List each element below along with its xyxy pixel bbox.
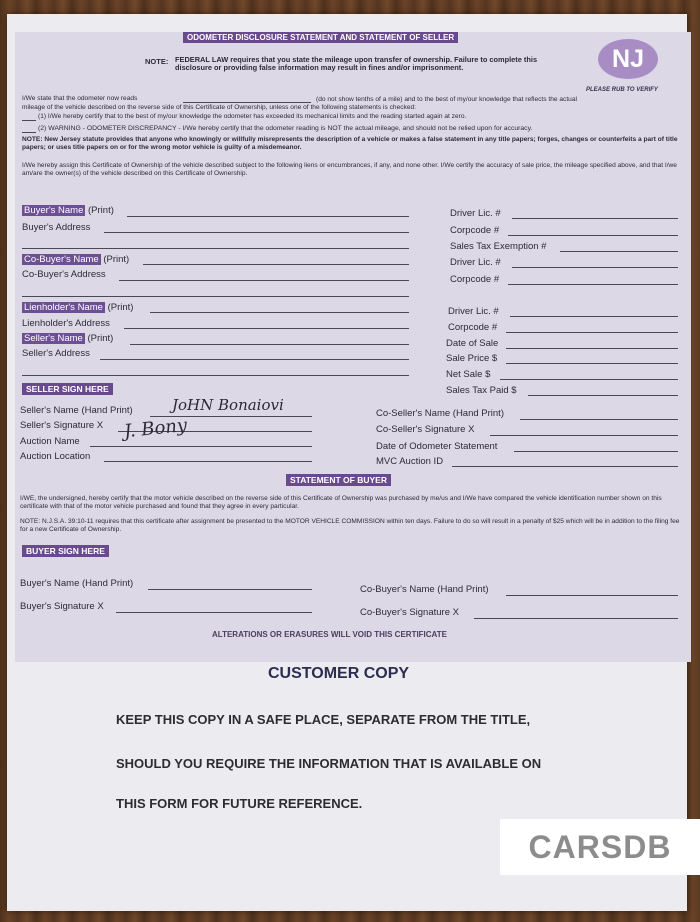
sales-tax-paid-label: Sales Tax Paid $ (446, 385, 517, 396)
rub-to-verify-text: PLEASE RUB TO VERIFY (586, 87, 658, 93)
customer-copy-line-2: SHOULD YOU REQUIRE THE INFORMATION THAT IS AVAILABLE ON (116, 756, 542, 771)
note-label: NOTE: (145, 57, 169, 66)
buyer-hand-print-field[interactable] (148, 589, 312, 590)
auction-name-field[interactable] (90, 446, 312, 447)
customer-copy-line-3: THIS FORM FOR FUTURE REFERENCE. (116, 796, 363, 811)
odometer-reading-line[interactable] (183, 102, 311, 103)
assignment-text: I/We hereby assign this Certificate of Ownership of the vehicle described subject to the following liens or encumbrances, if any, and none other. I/We certify the accuracy of sale price, the mileage specified above, and that I/we am/are the owner(s) of the vehicle described on this Certificate of Ownership. (22, 162, 677, 178)
corpcode-label-2: Corpcode # (450, 274, 500, 285)
coseller-hand-print-field[interactable] (520, 419, 678, 420)
coseller-hand-print-label: Co-Seller's Name (Hand Print) (376, 408, 504, 419)
lienholders-address-field[interactable] (124, 328, 409, 329)
odometer-statement-line2: mileage of the vehicle described on the reverse side of this Certificate of Ownership, unless one of the following statements is checked: (22, 104, 417, 111)
lienholders-name-field[interactable] (150, 312, 409, 313)
sale-price-label: Sale Price $ (446, 353, 498, 364)
corpcode-field-3[interactable] (506, 332, 678, 333)
option1-checkbox-line[interactable] (22, 120, 36, 121)
sellers-name-field[interactable] (130, 344, 409, 345)
auction-location-field[interactable] (104, 461, 312, 462)
cobuyer-hand-print-field[interactable] (506, 595, 678, 596)
lienholders-name-label: Lienholder's Name (Print) (24, 302, 134, 313)
sellers-name-label: Seller's Name (Print) (24, 333, 114, 344)
cobuyers-address-field[interactable] (119, 280, 409, 281)
buyer-sign-here-heading: BUYER SIGN HERE (22, 545, 109, 557)
coseller-signature-label: Co-Seller's Signature X (376, 424, 475, 435)
federal-law-note: FEDERAL LAW requires that you state the mileage upon transfer of ownership. Failure to complete this disclosure or providing false information may result in fines and/or imprisonment. (175, 55, 538, 73)
odometer-statement-start: I/We state that the odometer now reads (22, 95, 138, 102)
alterations-warning: ALTERATIONS OR ERASURES WILL VOID THIS CERTIFICATE (212, 630, 447, 639)
seller-hand-print-label: Seller's Name (Hand Print) (20, 405, 133, 416)
buyer-hand-print-label: Buyer's Name (Hand Print) (20, 578, 134, 589)
carsdb-watermark-logo: CARSDB (500, 819, 700, 875)
cobuyers-name-label: Co-Buyer's Name (Print) (24, 254, 130, 265)
driver-lic-label-1: Driver Lic. # (450, 208, 501, 219)
corpcode-field-1[interactable] (508, 235, 678, 236)
buyer-signature-label: Buyer's Signature X (20, 601, 104, 612)
auction-name-label: Auction Name (20, 436, 80, 447)
net-sale-label: Net Sale $ (446, 369, 491, 380)
customer-copy-title: CUSTOMER COPY (268, 665, 410, 682)
option1-text: (1) I/We hereby certify that to the best of my/our knowledge the odometer has exceeded its mechanical limits and the reading started again at zero. (38, 113, 467, 120)
mvc-auction-id-label: MVC Auction ID (376, 456, 444, 467)
corpcode-field-2[interactable] (508, 284, 678, 285)
date-of-odometer-statement-field[interactable] (514, 451, 678, 452)
driver-lic-field-2[interactable] (512, 267, 678, 268)
sales-tax-exemption-field[interactable] (560, 251, 678, 252)
cobuyer-signature-label: Co-Buyer's Signature X (360, 607, 459, 618)
sales-tax-paid-field[interactable] (528, 395, 678, 396)
driver-lic-field-3[interactable] (510, 316, 678, 317)
customer-copy-line-1: KEEP THIS COPY IN A SAFE PLACE, SEPARATE FROM THE TITLE, (116, 712, 531, 727)
cobuyers-name-field[interactable] (143, 264, 409, 265)
cobuyers-address-field-2[interactable] (22, 296, 409, 297)
handwritten-seller-signature: J. Bony (123, 414, 189, 443)
sellers-address-field-2[interactable] (22, 375, 409, 376)
cobuyers-address-label: Co-Buyer's Address (22, 269, 106, 280)
sellers-address-field[interactable] (100, 359, 409, 360)
option2-warning-text: (2) WARNING - ODOMETER DISCREPANCY - I/We hereby certify that the odometer reading is NOT the actual mileage, and should not be relied upon for accuracy. (38, 125, 533, 132)
lienholders-address-label: Lienholder's Address (22, 318, 110, 329)
statement-of-buyer-heading: STATEMENT OF BUYER (286, 474, 391, 486)
driver-lic-label-2: Driver Lic. # (450, 257, 501, 268)
date-of-sale-label: Date of Sale (446, 338, 499, 349)
sales-tax-exemption-label: Sales Tax Exemption # (450, 241, 547, 252)
coseller-signature-field[interactable] (490, 435, 678, 436)
auction-location-label: Auction Location (20, 451, 91, 462)
buyers-address-label: Buyer's Address (22, 222, 91, 233)
driver-lic-field-1[interactable] (512, 218, 678, 219)
date-of-sale-field[interactable] (506, 348, 678, 349)
seller-sign-here-heading: SELLER SIGN HERE (22, 383, 113, 395)
handwritten-seller-name: JoHN Bonaiovi (172, 396, 284, 414)
corpcode-label-1: Corpcode # (450, 225, 500, 236)
date-of-odometer-statement-label: Date of Odometer Statement (376, 441, 498, 452)
seller-signature-label: Seller's Signature X (20, 420, 104, 431)
form-title: ODOMETER DISCLOSURE STATEMENT AND STATEMENT OF SELLER (183, 32, 458, 43)
buyer-signature-field[interactable] (116, 612, 312, 613)
mvc-auction-id-field[interactable] (452, 466, 678, 467)
nj-seal-badge: NJ (598, 39, 658, 79)
cobuyer-hand-print-label: Co-Buyer's Name (Hand Print) (360, 584, 489, 595)
buyers-name-field[interactable] (127, 216, 409, 217)
buyers-name-label: Buyer's Name (Print) (24, 205, 114, 216)
buyers-address-field[interactable] (104, 232, 409, 233)
net-sale-field[interactable] (500, 379, 678, 380)
nj-statute-note: NOTE: New Jersey statute provides that anyone who knowingly or willfully misrepresents the description of a vehicle or makes a false statement in any title papers; forges, changes or counterfeits a part of title papers; or uses title papers on or for the wrong motor vehicle is guilty of a misdemeanor. (22, 136, 678, 152)
cobuyer-signature-field[interactable] (474, 618, 678, 619)
njsa-note-text: NOTE: N.J.S.A. 39:10-11 requires that this certificate after assignment be presented to the MOTOR VEHICLE COMMISSION within ten days. Failure to do so will result in a penalty of $25 which will be in addition to the filing fee for a new Certificate of Ownership. (20, 518, 680, 534)
corpcode-label-3: Corpcode # (448, 322, 498, 333)
buyers-address-field-2[interactable] (22, 248, 409, 249)
buyer-certification-text: I/WE, the undersigned, hereby certify that the motor vehicle described on the reverse side of this Certificate of Ownership was purchased by me/us and I/We have compared the vehicle identification number shown on this certificate with that of the motor vehicle purchased and found that they agree in every particular. (20, 495, 662, 511)
sale-price-field[interactable] (506, 363, 678, 364)
option2-checkbox-line[interactable] (22, 132, 36, 133)
sellers-address-label: Seller's Address (22, 348, 90, 359)
odometer-statement-cont: (do not show tenths of a mile) and to the best of my/our knowledge that reflects the actual (316, 96, 577, 103)
driver-lic-label-3: Driver Lic. # (448, 306, 499, 317)
